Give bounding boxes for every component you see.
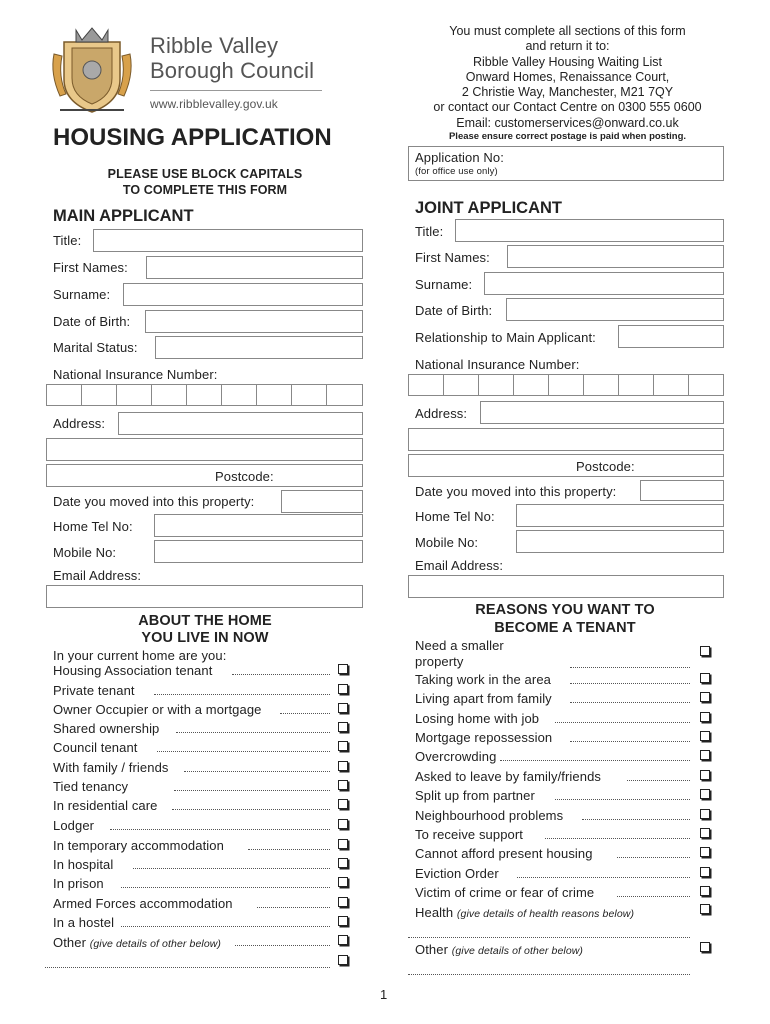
joint-relationship-label: Relationship to Main Applicant:: [415, 330, 596, 345]
block-capitals-line2: TO COMPLETE THIS FORM: [122, 183, 288, 197]
home-option-checkbox[interactable]: [338, 819, 348, 829]
reason-other-details-line[interactable]: [408, 974, 690, 975]
joint-email-label: Email Address:: [415, 558, 504, 573]
home-option-dots: [184, 771, 330, 772]
reason-option-dots: [582, 819, 690, 820]
reason-option-label: Victim of crime or fear of crime: [415, 885, 595, 900]
reason-option-dots: [500, 760, 690, 761]
main-address-line2[interactable]: [46, 438, 363, 461]
home-option-dots: [121, 926, 330, 927]
main-email-field[interactable]: [46, 585, 363, 608]
main-first-names-label: First Names:: [53, 260, 128, 275]
home-other-dots: [235, 945, 330, 946]
joint-first-names-label: First Names:: [415, 250, 490, 265]
form-title: HOUSING APPLICATION: [53, 124, 332, 151]
main-moved-label: Date you moved into this property:: [53, 494, 255, 509]
main-marital-label: Marital Status:: [53, 340, 138, 355]
main-dob-field[interactable]: [145, 310, 363, 333]
main-marital-field[interactable]: [155, 336, 363, 359]
joint-relationship-field[interactable]: [618, 325, 724, 348]
main-address-line1[interactable]: [118, 412, 363, 435]
reason-other-label: Other: [415, 942, 449, 957]
council-website: www.ribblevalley.gov.uk: [150, 97, 278, 111]
joint-title-field[interactable]: [455, 219, 724, 242]
home-option-dots: [154, 694, 330, 695]
return-info-line: You must complete all sections of this form: [449, 24, 686, 38]
reason-health: [415, 905, 634, 920]
home-option-checkbox[interactable]: [338, 684, 348, 694]
home-other-details-checkbox[interactable]: [338, 955, 348, 965]
home-option-checkbox[interactable]: [338, 916, 348, 926]
postage-note: Please ensure correct postage is paid when posting.: [448, 131, 687, 143]
home-option-dots: [248, 849, 330, 850]
main-address-line3[interactable]: [46, 464, 363, 487]
home-option-label: In hospital: [53, 857, 114, 872]
joint-address-line2[interactable]: [408, 428, 724, 451]
joint-moved-field[interactable]: [640, 480, 724, 501]
about-home-intro: In your current home are you:: [53, 648, 227, 663]
reason-option-checkbox[interactable]: [700, 770, 710, 780]
home-option-label: Council tenant: [53, 740, 138, 755]
about-home-heading-line1: ABOUT THE HOME: [138, 613, 272, 629]
about-home-heading-line2: YOU LIVE IN NOW: [141, 630, 269, 646]
reason-option-dots: [570, 683, 690, 684]
reason-option-label: Mortgage repossession: [415, 730, 553, 745]
reason-option-dots: [517, 877, 690, 878]
reason-option-dots: [617, 896, 690, 897]
home-option-checkbox[interactable]: [338, 877, 348, 887]
home-option-dots: [157, 751, 330, 752]
home-option-dots: [174, 790, 330, 791]
reason-option-checkbox[interactable]: [700, 750, 710, 760]
home-option-label: Shared ownership: [53, 721, 160, 736]
reason-smaller-property-checkbox[interactable]: [700, 646, 710, 656]
reason-other: [415, 942, 583, 957]
reason-other-note: (give details of other below): [451, 945, 584, 957]
joint-first-names-field[interactable]: [507, 245, 724, 268]
return-info-line: Onward Homes, Renaissance Court,: [465, 69, 670, 84]
reason-first-dots: [570, 667, 690, 668]
application-number-label: Application No:: [415, 150, 504, 165]
home-option-dots: [176, 732, 330, 733]
office-use-note: (for office use only): [415, 166, 498, 177]
home-option-dots: [257, 907, 330, 908]
home-option-other: [53, 935, 221, 950]
reason-option-checkbox[interactable]: [700, 867, 710, 877]
reason-option-checkbox[interactable]: [700, 828, 710, 838]
home-option-checkbox[interactable]: [338, 761, 348, 771]
main-home-tel-field[interactable]: [154, 514, 363, 537]
home-option-checkbox[interactable]: [338, 741, 348, 751]
home-option-checkbox[interactable]: [338, 858, 348, 868]
return-info-line: 2 Christie Way, Manchester, M21 7QY: [461, 85, 674, 100]
joint-applicant-heading: JOINT APPLICANT: [415, 199, 562, 217]
home-option-label: In residential care: [53, 798, 158, 813]
main-mobile-field[interactable]: [154, 540, 363, 563]
reason-option-label: Taking work in the area: [415, 672, 551, 687]
reason-health-label: Health: [415, 905, 454, 920]
reason-option-label: To receive support: [415, 827, 524, 842]
home-option-label: With family / friends: [53, 760, 169, 775]
return-info: [405, 24, 730, 143]
main-applicant-heading: MAIN APPLICANT: [53, 207, 194, 225]
home-option-label: Tied tenancy: [53, 779, 129, 794]
joint-postcode-label: Postcode:: [576, 459, 635, 474]
home-other-note: (give details of other below): [89, 938, 222, 950]
application-number-box[interactable]: [408, 146, 724, 181]
reason-option-dots: [627, 780, 690, 781]
joint-home-tel-field[interactable]: [516, 504, 724, 527]
joint-mobile-field[interactable]: [516, 530, 724, 553]
reason-option-dots: [555, 799, 690, 800]
reason-option-checkbox[interactable]: [700, 886, 710, 896]
reason-option-label: Losing home with job: [415, 711, 540, 726]
home-option-dots: [110, 829, 330, 830]
return-info-line: or contact our Contact Centre on 0300 555 0600: [433, 100, 702, 115]
home-option-label: In temporary accommodation: [53, 838, 224, 853]
reason-option-checkbox[interactable]: [700, 809, 710, 819]
joint-surname-field[interactable]: [484, 272, 724, 295]
home-option-checkbox[interactable]: [338, 839, 348, 849]
joint-dob-field[interactable]: [506, 298, 724, 321]
logo-divider: [150, 90, 322, 91]
home-option-label: In prison: [53, 876, 104, 891]
main-ni-label: National Insurance Number:: [53, 367, 218, 382]
main-surname-field[interactable]: [123, 283, 363, 306]
joint-home-tel-label: Home Tel No:: [415, 509, 495, 524]
joint-ni-label: National Insurance Number:: [415, 357, 580, 372]
main-email-label: Email Address:: [53, 568, 142, 583]
joint-email-field[interactable]: [408, 575, 724, 598]
home-option-checkbox[interactable]: [338, 722, 348, 732]
joint-title-label: Title:: [415, 224, 444, 239]
joint-ni-field[interactable]: [408, 374, 724, 396]
reason-option-label: Eviction Order: [415, 866, 499, 881]
home-option-checkbox[interactable]: [338, 664, 348, 674]
return-info-email: Email: customerservices@onward.co.uk: [456, 115, 679, 130]
main-surname-label: Surname:: [53, 287, 111, 302]
reasons-heading-line2: BECOME A TENANT: [494, 620, 636, 636]
main-mobile-label: Mobile No:: [53, 545, 117, 560]
reason-option-label: Neighbourhood problems: [415, 808, 564, 823]
page-number: 1: [380, 987, 388, 1002]
reason-health-checkbox[interactable]: [700, 904, 710, 914]
home-option-checkbox[interactable]: [338, 703, 348, 713]
main-dob-label: Date of Birth:: [53, 314, 131, 329]
home-other-checkbox[interactable]: [338, 935, 348, 945]
home-option-checkbox[interactable]: [338, 799, 348, 809]
main-postcode-label: Postcode:: [215, 469, 274, 484]
home-option-dots: [133, 868, 330, 869]
home-option-label: Private tenant: [53, 683, 135, 698]
reason-option-label: Cannot afford present housing: [415, 846, 593, 861]
council-name-line2: Borough Council: [150, 58, 315, 83]
return-info-line: and return it to:: [525, 39, 610, 54]
home-option-label: In a hostel: [53, 915, 115, 930]
reason-option-checkbox[interactable]: [700, 789, 710, 799]
home-option-label: Lodger: [53, 818, 95, 833]
home-option-label: Housing Association tenant: [53, 663, 213, 678]
reason-health-details-line[interactable]: [408, 937, 690, 938]
joint-surname-label: Surname:: [415, 277, 473, 292]
main-title-label: Title:: [53, 233, 82, 248]
council-name-line1: Ribble Valley: [150, 33, 279, 58]
home-other-label: Other: [53, 935, 87, 950]
main-title-field[interactable]: [93, 229, 363, 252]
home-option-label: Owner Occupier or with a mortgage: [53, 702, 262, 717]
main-ni-field[interactable]: [46, 384, 363, 406]
home-option-dots: [232, 674, 330, 675]
home-option-label: Armed Forces accommodation: [53, 896, 233, 911]
home-option-dots: [172, 809, 330, 810]
home-option-dots: [121, 887, 330, 888]
reason-health-note: (give details of health reasons below): [456, 908, 635, 920]
reasons-heading-line1: REASONS YOU WANT TO: [475, 602, 655, 618]
home-option-checkbox[interactable]: [338, 897, 348, 907]
joint-address-line3[interactable]: [408, 454, 724, 477]
reason-first-line2: property: [415, 654, 464, 669]
reason-option-dots: [570, 741, 690, 742]
home-option-checkbox[interactable]: [338, 780, 348, 790]
reason-option-label: Living apart from family: [415, 691, 552, 706]
reason-option-checkbox[interactable]: [700, 692, 710, 702]
reason-other-checkbox[interactable]: [700, 942, 710, 952]
council-crest-logo: [46, 24, 138, 116]
reason-option-dots: [570, 702, 690, 703]
reason-option-checkbox[interactable]: [700, 847, 710, 857]
reason-first-line1: Need a smaller: [415, 638, 504, 653]
joint-address-label: Address:: [415, 406, 468, 421]
joint-moved-label: Date you moved into this property:: [415, 484, 617, 499]
reason-option-label: Overcrowding: [415, 749, 497, 764]
joint-dob-label: Date of Birth:: [415, 303, 493, 318]
main-address-label: Address:: [53, 416, 106, 431]
home-option-dots: [280, 713, 330, 714]
joint-address-line1[interactable]: [480, 401, 724, 424]
home-other-details-line[interactable]: [45, 967, 330, 968]
return-info-line: Ribble Valley Housing Waiting List: [473, 54, 662, 69]
reason-option-dots: [617, 857, 690, 858]
joint-mobile-label: Mobile No:: [415, 535, 479, 550]
main-first-names-field[interactable]: [146, 256, 363, 279]
main-moved-field[interactable]: [281, 490, 363, 513]
reason-option-dots: [545, 838, 690, 839]
reason-option-label: Asked to leave by family/friends: [415, 769, 602, 784]
reason-option-checkbox[interactable]: [700, 712, 710, 722]
reason-option-checkbox[interactable]: [700, 673, 710, 683]
reason-option-dots: [555, 722, 690, 723]
reason-option-checkbox[interactable]: [700, 731, 710, 741]
reason-option-label: Split up from partner: [415, 788, 535, 803]
block-capitals-line1: PLEASE USE BLOCK CAPITALS: [107, 167, 303, 181]
main-home-tel-label: Home Tel No:: [53, 519, 133, 534]
